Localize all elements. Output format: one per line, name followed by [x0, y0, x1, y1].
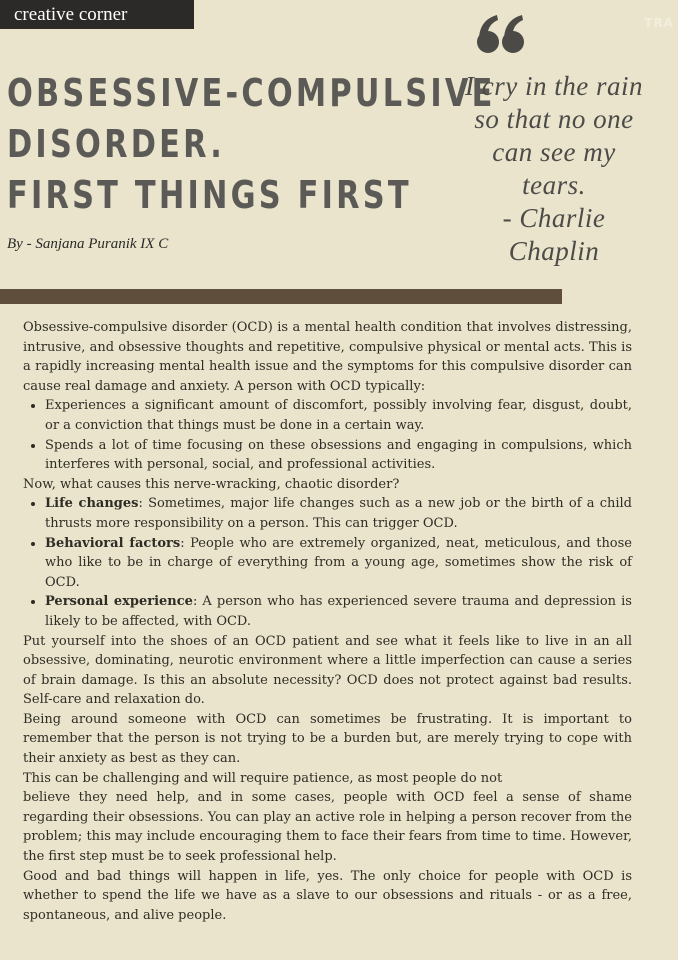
causes-question: Now, what causes this nerve-wracking, chaotic disorder? [23, 476, 400, 492]
list-item [45, 494, 632, 533]
pull-quote [435, 70, 673, 268]
divider-bar [0, 289, 562, 304]
body-paragraph: This can be challenging and will require patience, as most people do not [23, 770, 503, 786]
intro-paragraph: Obsessive-compulsive disorder (OCD) is a mental health condition that involves distressing, intrusive, and obsessive thoughts and repetitive, compulsive physical or mental acts. This is a rapidly increasing mental health issue and the symptoms for this compulsive disorder can cause real damage and anxiety. A person with OCD typically: [23, 320, 632, 394]
cause-text: : Sometimes, major life changes such as a new job or the birth of a child thrusts more responsibility on a person. This can trigger OCD. [45, 496, 632, 531]
causes-list [23, 494, 632, 631]
cause-term: Behavioral factors [45, 535, 181, 551]
article-title [7, 68, 496, 221]
body-paragraph: believe they need help, and in some cases, people with OCD feel a sense of shame regarding their obsessions. You can play an active role in helping a person recover from the problem; this may include encouraging them to face their fears from time to time. However, the first step must be to seek professional help. [23, 790, 632, 865]
list-item: • Experiences a significant amount of discomfort, possibly involving fear, disgust, doubt, or a conviction that things must be done in a certain way. [45, 396, 632, 435]
body-paragraph: Being around someone with OCD can sometimes be frustrating. It is important to remember that the person is not trying to be a burden but, are merely trying to cope with their anxiety as best as they can. [23, 711, 632, 767]
article-body [23, 318, 632, 925]
byline: By - Sanjana Puranik IX C [7, 236, 169, 252]
symptom-list [23, 396, 632, 474]
quote-line: so that no one [474, 104, 634, 134]
quote-line: I cry in the rain [465, 71, 643, 101]
quote-line: can see my [492, 137, 616, 167]
section-tag: creative corner [0, 0, 194, 29]
title-line: OBSESSIVE-COMPULSIVE [7, 71, 496, 115]
title-line: DISORDER. [7, 122, 226, 166]
body-paragraph: Good and bad things will happen in life, yes. The only choice for people with OCD is whether to spend the life we have as a slave to our obsessions and rituals - or as a free, spontaneous, and alive people. [23, 868, 632, 923]
list-item [45, 592, 632, 631]
cause-term: Personal experience [45, 594, 193, 610]
cause-term: Life changes [45, 496, 139, 512]
title-line: FIRST THINGS FIRST [7, 173, 412, 217]
quotation-mark-icon [473, 4, 529, 60]
cause-text: : People who are extremely organized, neat, meticulous, and those who like to be in charge of everything from a young age, sometimes show the risk of OCD. [45, 535, 633, 590]
quote-author: - Charlie [502, 203, 606, 233]
body-paragraph: Put yourself into the shoes of an OCD patient and see what it feels like to live in an all obsessive, dominating, neurotic environment where a little imperfection can cause a series of brain damage. Is this an absolute necessity? OCD does not protect against bad results. Self-care and relaxation do. [23, 633, 632, 708]
list-item [45, 534, 632, 593]
list-item: • Spends a lot of time focusing on these obsessions and engaging in compulsions, which interferes with personal, social, and professional activities. [45, 436, 632, 475]
corner-mark: TRA [644, 16, 674, 30]
cause-text: : A person who has experienced severe trauma and depression is likely to be affected, with OCD. [45, 594, 632, 629]
quote-author: Chaplin [508, 236, 600, 266]
quote-line: tears. [522, 170, 586, 200]
